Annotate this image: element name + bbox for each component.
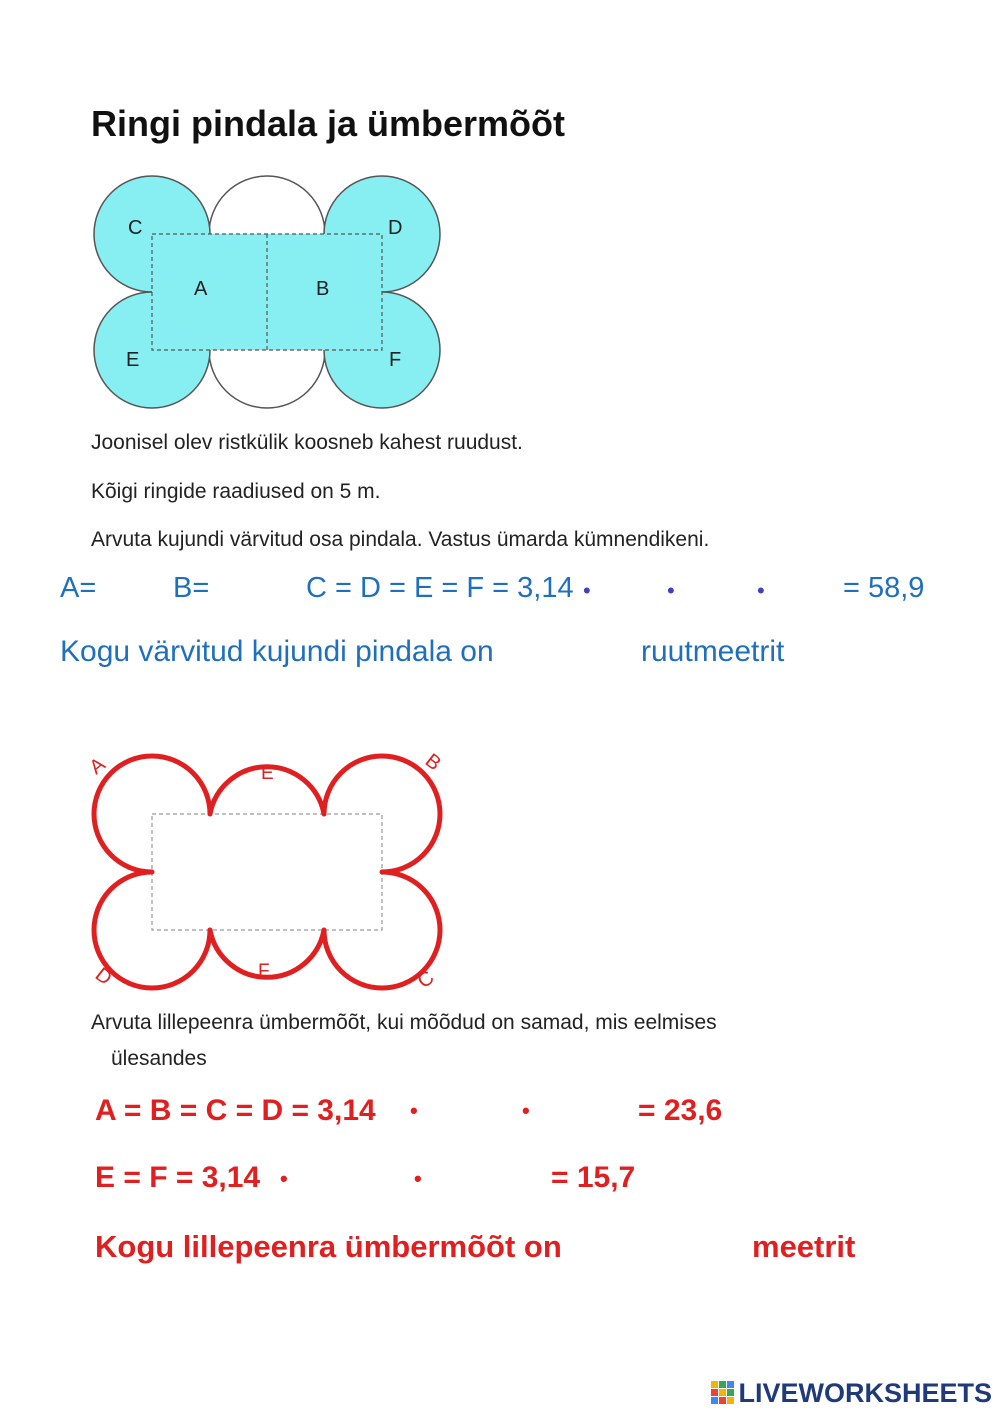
dashed-rectangle (152, 814, 382, 930)
multiply-dot: • (667, 578, 675, 603)
area-figure (80, 165, 460, 425)
task2-line2: ülesandes (111, 1047, 207, 1070)
brand-name: LIVEWORKSHEETS (738, 1378, 992, 1408)
square-a (152, 234, 267, 350)
label-d: D (90, 963, 116, 990)
label-a: A (194, 278, 208, 300)
multiply-dot: • (280, 1166, 288, 1191)
perimeter-abcd-formula: A = B = C = D = 3,14 (95, 1094, 376, 1127)
label-c: C (128, 217, 143, 239)
area-cdef-formula: C = D = E = F = 3,14 (306, 572, 574, 604)
perimeter-ef-result: = 15,7 (551, 1161, 636, 1194)
area-cdef-result: = 58,9 (843, 572, 925, 604)
perimeter-abcd-result: = 23,6 (638, 1094, 723, 1127)
label-a: A (85, 753, 110, 779)
label-b: B (420, 749, 445, 776)
area-a-label: A= (60, 572, 97, 604)
task1-line1: Joonisel olev ristkülik koosneb kahest ruudust. (91, 431, 523, 454)
multiply-dot: • (757, 578, 765, 603)
label-f: F (258, 961, 270, 982)
label-e: E (261, 763, 274, 784)
total-area-unit: ruutmeetrit (641, 635, 785, 668)
task2-line1: Arvuta lillepeenra ümbermõõt, kui mõõdud on samad, mis eelmises (91, 1011, 717, 1034)
liveworksheets-logo-icon (711, 1381, 735, 1405)
total-perimeter-label: Kogu lillepeenra ümbermõõt on (95, 1229, 562, 1264)
label-c: C (413, 966, 439, 993)
label-b: B (316, 278, 330, 300)
perimeter-figure (80, 745, 460, 1005)
multiply-dot: • (414, 1166, 422, 1191)
label-d: D (388, 217, 403, 239)
flowerbed-outline (94, 756, 440, 988)
page-title: Ringi pindala ja ümbermõõt (91, 103, 566, 144)
multiply-dot: • (583, 578, 591, 603)
perimeter-ef-formula: E = F = 3,14 (95, 1161, 261, 1194)
total-area-label: Kogu värvitud kujundi pindala on (60, 635, 494, 668)
label-e: E (126, 349, 140, 371)
total-perimeter-unit: meetrit (752, 1229, 856, 1264)
area-b-label: B= (173, 572, 210, 604)
multiply-dot: • (522, 1098, 530, 1123)
multiply-dot: • (410, 1098, 418, 1123)
liveworksheets-brand[interactable] (711, 1378, 992, 1409)
task1-line3: Arvuta kujundi värvitud osa pindala. Vastus ümarda kümnendikeni. (91, 528, 710, 551)
task1-line2: Kõigi ringide raadiused on 5 m. (91, 480, 381, 503)
label-f: F (389, 349, 402, 371)
